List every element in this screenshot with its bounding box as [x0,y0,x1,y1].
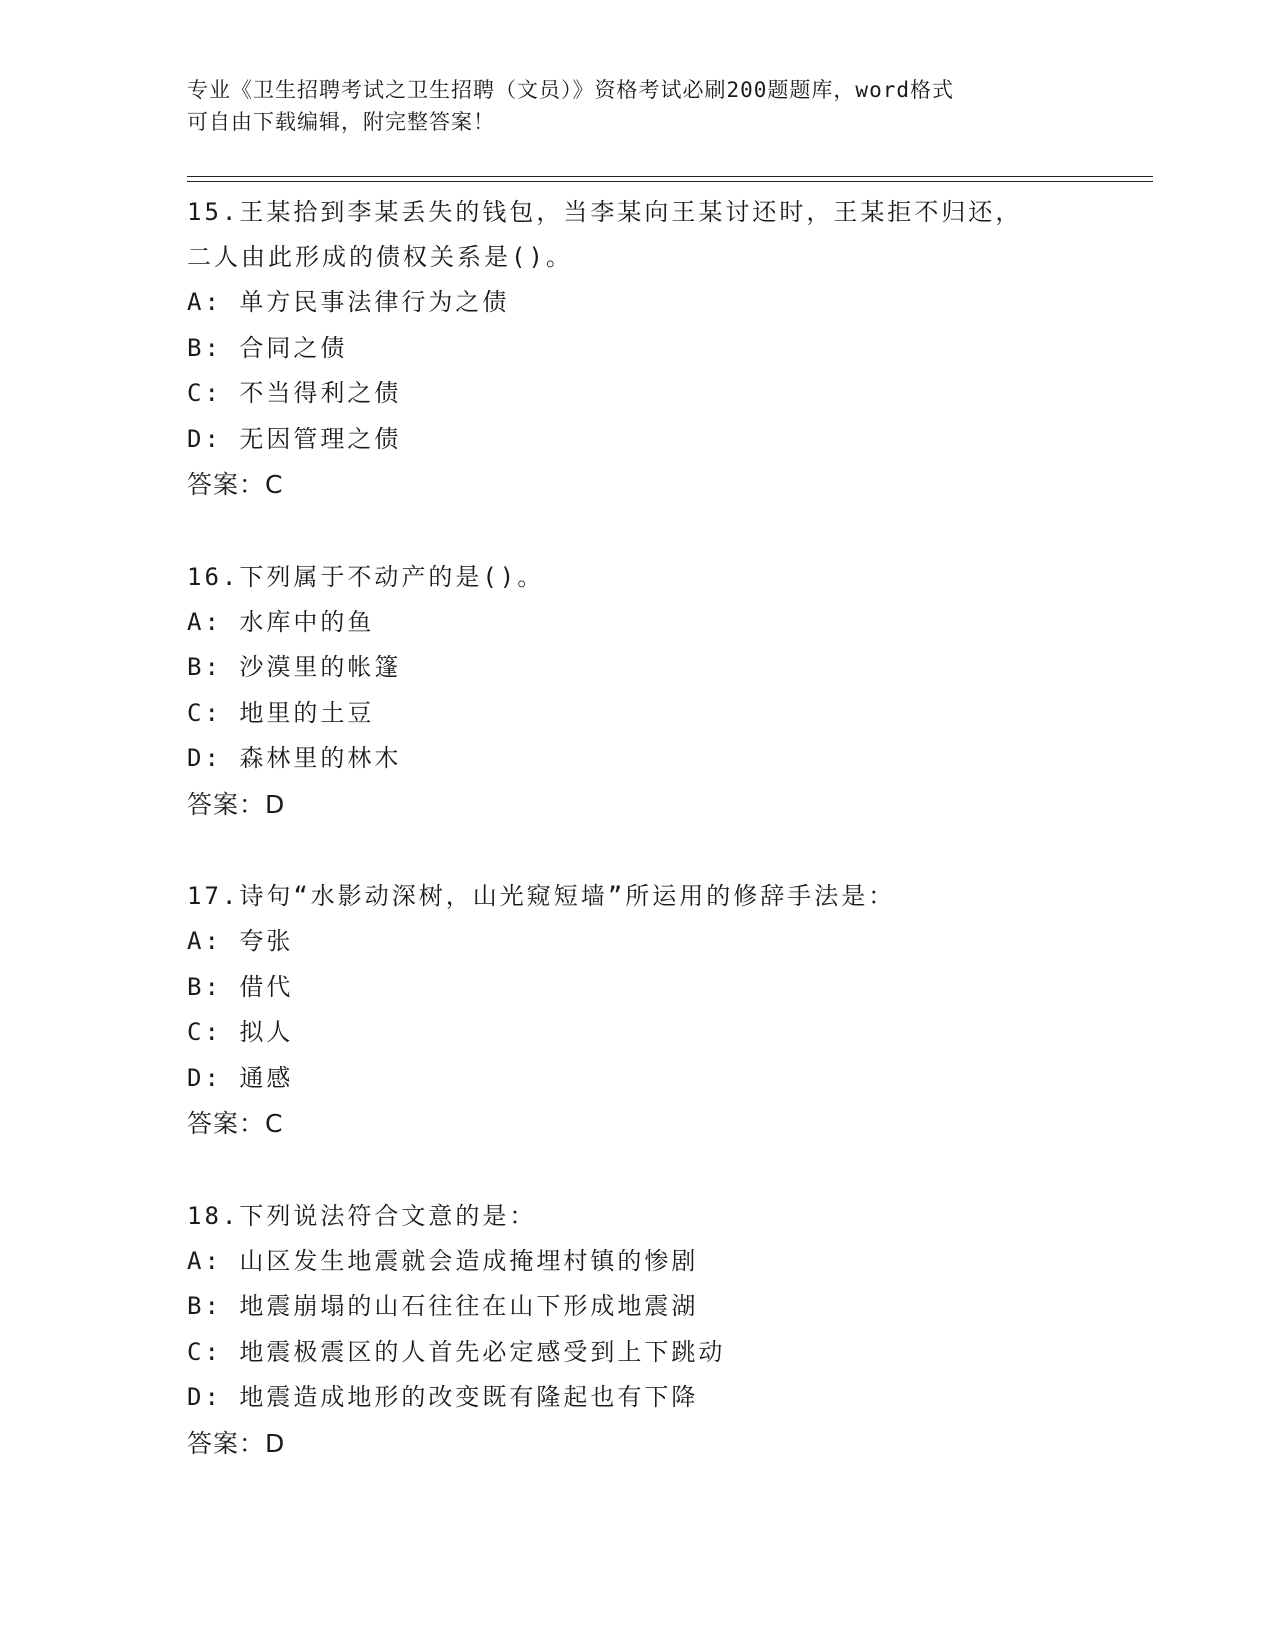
option-a: A: 夸张 [187,927,294,955]
question-stem [187,874,1147,919]
option-d: D: 森林里的林木 [187,744,402,772]
answer-line: 答案：D [187,1428,286,1458]
question-stem-line-1: 15.王某拾到李某丢失的钱包，当李某向王某讨还时，王某拒不归还， [187,198,1023,226]
question-stem-line-1: 17.诗句“水影动深树，山光窥短墙”所运用的修辞手法是： [187,882,896,910]
question-stem-line-1: 16.下列属于不动产的是()。 [187,562,545,591]
option-c: C: 地里的土豆 [187,698,375,727]
question-list [187,190,1147,1513]
option-a: A: 水库中的鱼 [187,607,375,636]
question-stem-line-2: 二人由此形成的债权关系是()。 [187,243,573,271]
document-header [187,74,1087,138]
option-d: D: 地震造成地形的改变既有隆起也有下降 [187,1383,699,1411]
question-15 [187,190,1147,508]
header-divider-top [187,176,1153,177]
header-line-2: 可自由下载编辑，附完整答案！ [187,110,495,134]
option-b: B: 地震崩塌的山石往往在山下形成地震湖 [187,1292,699,1320]
option-d: D: 无因管理之债 [187,424,402,453]
question-stem [187,190,1147,280]
option-b: B: 合同之债 [187,333,348,362]
option-c: C: 地震极震区的人首先必定感受到上下跳动 [187,1337,726,1366]
header-line-1: 专业《卫生招聘考试之卫生招聘（文员）》资格考试必刷200题题库，word格式 [187,78,954,102]
question-16 [187,555,1147,828]
answer-line: 答案：C [187,1109,284,1138]
option-c: C: 拟人 [187,1018,294,1046]
option-a: A: 单方民事法律行为之债 [187,288,510,316]
option-c: C: 不当得利之债 [187,379,402,407]
header-divider-bottom [187,181,1153,182]
question-stem [187,555,1147,600]
question-17 [187,874,1147,1147]
question-stem-line-1: 18.下列说法符合文意的是： [187,1201,537,1230]
option-a: A: 山区发生地震就会造成掩埋村镇的惨剧 [187,1246,699,1275]
option-d: D: 通感 [187,1063,294,1092]
option-b: B: 沙漠里的帐篷 [187,653,402,681]
answer-line: 答案：C [187,470,284,499]
option-b: B: 借代 [187,972,294,1001]
answer-line: 答案：D [187,789,286,819]
question-stem [187,1194,1147,1239]
question-18 [187,1194,1147,1467]
